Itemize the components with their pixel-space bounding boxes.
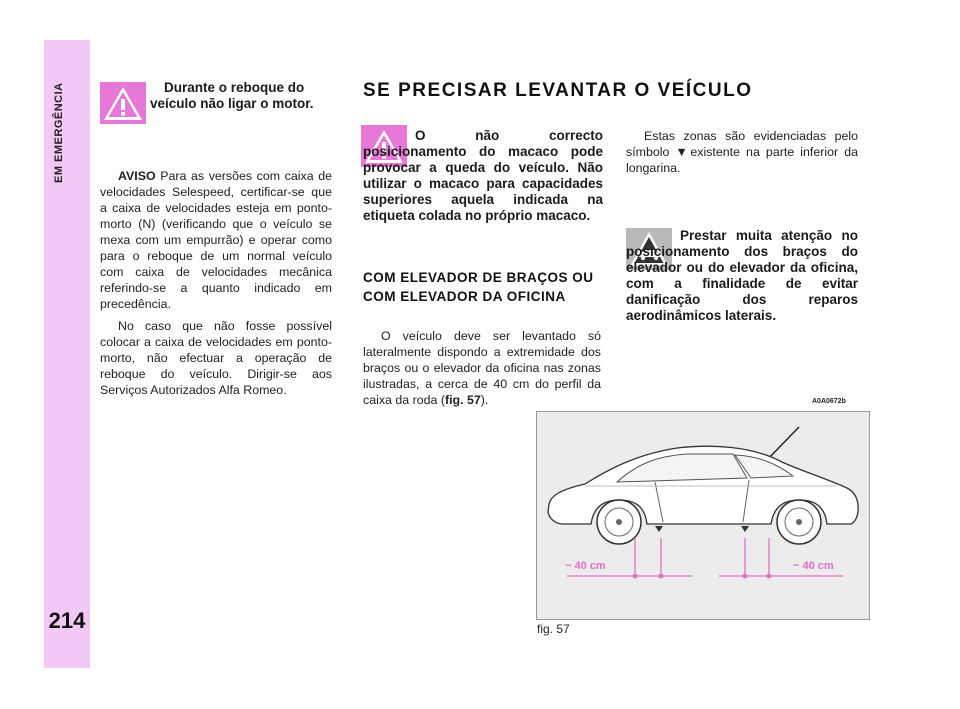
fig-reference: fig. 57 bbox=[444, 393, 481, 407]
lift-body bbox=[363, 328, 601, 414]
warning-icon bbox=[100, 82, 146, 124]
figure-57 bbox=[536, 411, 870, 620]
page-heading: SE PRECISAR LEVANTAR O VEÍCULO bbox=[363, 80, 753, 101]
figure-code: A0A0672b bbox=[812, 398, 846, 405]
tow-warning-text: Durante o reboque do veículo não ligar o motor. bbox=[150, 80, 314, 111]
section-title: EM EMERGÊNCIA bbox=[53, 82, 65, 183]
left-paragraph-2: No caso que não fosse possível colocar a caixa de velocidades em ponto-morto, não efectuar a operação de reboque do veículo. Dirigir-se aos Serviços Autorizados Alfa Romeo. bbox=[100, 319, 332, 397]
aviso-label: AVISO bbox=[118, 169, 156, 183]
figure-caption: fig. 57 bbox=[537, 622, 570, 636]
lift-text: O veículo deve ser levantado só lateralmente dispondo a extremidade dos braços ou o elevador da oficina nas zonas ilustradas, a cerca de 40 cm do perfil da caixa da roda ( bbox=[363, 329, 601, 407]
left-body bbox=[100, 168, 332, 404]
zones-text: Estas zonas são evidenciadas pelo símbolo ▼existente na parte inferior da longarina. bbox=[626, 129, 858, 175]
lift-subheading: COM ELEVADOR DE BRAÇOS OU COM ELEVADOR DA OFICINA bbox=[363, 270, 594, 304]
lift-warning-text: Prestar muita atenção no posicionamento dos braços do elevador ou do elevador da oficina, com a finalidade de evitar danificação dos reparos aerodinâmicos laterais. bbox=[626, 228, 858, 323]
measure-label-right: ~ 40 cm bbox=[793, 560, 834, 572]
zones-body bbox=[626, 128, 858, 182]
aviso-text: Para as versões com caixa de velocidades Selespeed, certificar-se que a caixa de velocidades esteja em ponto-morto (N) (verificando que o veículo se mexa com um empurrão) e operar como para o reboque de um normal veículo com caixa de velocidades mecânica referindo-se a quanto indicado em precedência. bbox=[100, 169, 332, 311]
car-lift-diagram bbox=[537, 412, 869, 619]
lift-text-end: ). bbox=[480, 393, 489, 407]
page-number: 214 bbox=[48, 608, 86, 633]
jack-warning-text: O não correcto posicionamento do macaco pode provocar a queda do veículo. Não utilizar o macaco para capacidades superiores aquela indicada na etiqueta colada no próprio macaco. bbox=[363, 128, 603, 223]
measure-label-left: ~ 40 cm bbox=[565, 560, 606, 572]
